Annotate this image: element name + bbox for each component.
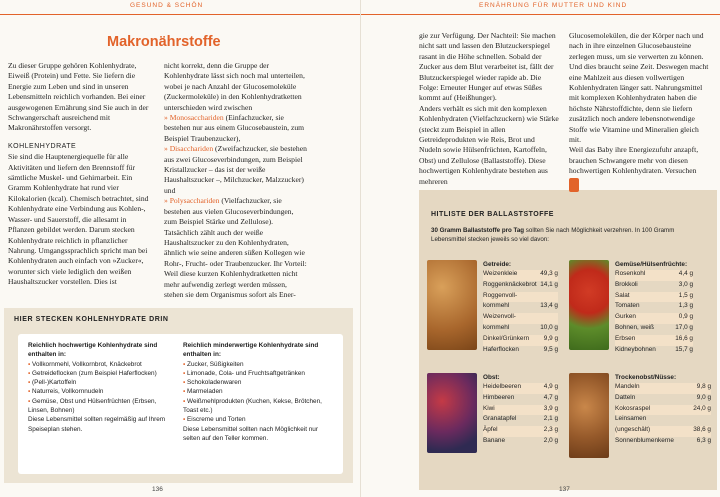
food-name: Roggenvoll- xyxy=(483,291,518,299)
table-row xyxy=(615,394,711,405)
food-name: (ungeschält) xyxy=(615,426,651,434)
nuts-photo xyxy=(569,373,609,458)
food-name: Haferflocken xyxy=(483,345,519,353)
term-mono-label: » Monosacchariden xyxy=(164,113,224,123)
table-row xyxy=(483,394,558,405)
bullet-icon: ▪ xyxy=(183,416,188,424)
table-row xyxy=(615,405,711,416)
bullet-icon: ▪ xyxy=(183,397,188,405)
term-poly xyxy=(164,196,307,227)
list-item xyxy=(28,397,173,416)
table-row xyxy=(483,302,558,313)
subheading-kohlenhydrate: KOHLENHYDRATE xyxy=(8,142,77,150)
table-row xyxy=(483,426,558,437)
fiber-value: 14,1 g xyxy=(540,280,558,288)
list-item xyxy=(183,415,333,424)
fiber-value: 9,9 g xyxy=(543,334,558,342)
list-item-text: Schokoladenwaren xyxy=(187,379,242,387)
col2-paragraph-2: Tatsächlich zählt auch der weiße Haushaltszucker zu den Kohlenhydraten, ähnlich wie seine anderen süßen Kollegen wie Rohr-, Frucht- oder Traubenzucker. Ihr Vorteil: Weil diese kurzen Kohlenhydratketten nicht mehr aufwendig zerlegt werden müssen, stehen sie dem Organismus sofort als Ener- xyxy=(164,227,307,299)
table-nuss xyxy=(615,374,711,448)
bad-carbs-column xyxy=(183,341,333,443)
food-name: Banane xyxy=(483,436,506,444)
fiber-value: 2,1 g xyxy=(543,415,558,423)
table-row xyxy=(483,281,558,292)
food-name: kornmehl xyxy=(483,323,510,331)
table-row xyxy=(615,415,711,426)
fiber-value: 9,8 g xyxy=(696,383,711,390)
table-row xyxy=(483,405,558,416)
table-heading: Gemüse/Hülsenfrüchte: xyxy=(615,261,688,268)
fiber-value: 24,0 g xyxy=(693,404,711,412)
food-name: Weizenvoll- xyxy=(483,313,516,321)
list-item xyxy=(183,378,333,387)
table-row xyxy=(483,324,558,335)
col3-paragraph-1: gie zur Verfügung. Der Nachteil: Sie machen nicht satt und lassen den Blutzuckerspiegel rasant in die Höhe schnellen. Sobald der Zucker aus dem Blut verarbeitet ist, fällt der Blutzuckerspiegel wieder rapide ab. Die Folge: Erneuter Hunger auf etwas Süßes kommt auf (Heißhunger). xyxy=(419,31,556,103)
hitlist-description-bold: 30 Gramm Ballaststoffe pro Tag xyxy=(431,227,525,234)
table-row xyxy=(615,426,711,437)
table-row xyxy=(615,313,693,324)
food-name: Rosenkohl xyxy=(615,270,646,277)
table-row xyxy=(483,415,558,426)
good-carbs-footer: Diese Lebensmittel sollten regelmäßig auf Ihrem Speiseplan stehen. xyxy=(28,416,166,433)
good-carbs-list xyxy=(28,360,173,416)
food-name: Bohnen, weiß xyxy=(615,323,655,331)
food-name: Brokkoli xyxy=(615,280,638,288)
food-name: kornmehl xyxy=(483,302,510,310)
table-row xyxy=(483,346,558,357)
fiber-value: 6,3 g xyxy=(696,436,711,444)
bullet-icon: ▪ xyxy=(183,369,188,377)
list-item xyxy=(183,360,333,369)
info-box-content xyxy=(18,334,343,474)
food-name: Mandeln xyxy=(615,383,640,390)
col4-paragraph-1: Glucosemolekülen, die der Körper nach und nach in ihre einzelnen Glucosebausteine zerlegen muss, um sie verwerten zu können. Und dies braucht seine Zeit. Deswegen macht eine Mahlzeit aus diesen vollwertigen Kohlenhydraten länger satt. Nahrungsmittel mit komplexen Kohlenhydraten haben die höchste Nährstoffdichte, denn sie liefern zusätzlich noch andere lebensnotwendige Stoffe wie Vitamine und Mineralien gleich mit. xyxy=(569,31,709,145)
term-di-label: » Disacchariden xyxy=(164,144,214,154)
fiber-value: 38,6 g xyxy=(693,426,711,434)
bullet-icon: ▪ xyxy=(28,388,33,396)
term-di-desc: (Zweifachzucker, sie bestehen aus zwei Glucoseverbindungen, zum Beispiel Kristallzucker – das ist der weiße Haushaltszucker –, Milchzucker, Malzzucker) und xyxy=(164,144,307,195)
table-row xyxy=(615,292,693,303)
fiber-value: 9,5 g xyxy=(543,345,558,353)
list-item-text: Marmeladen xyxy=(187,388,223,396)
table-row xyxy=(615,281,693,292)
food-name: Datteln xyxy=(615,393,636,401)
good-carbs-column xyxy=(28,341,173,434)
table-heading: Getreide: xyxy=(483,261,512,268)
running-header-left xyxy=(0,0,360,15)
food-name: Weizenkleie xyxy=(483,270,518,277)
fiber-value: 17,0 g xyxy=(675,323,693,331)
list-item xyxy=(183,369,333,378)
list-item-text: (Pell-)Kartoffeln xyxy=(32,379,77,387)
column-3 xyxy=(419,31,559,187)
list-item-text: Limonade, Cola- und Fruchtsaftgetränken xyxy=(187,369,305,377)
col2-paragraph-1: nicht korrekt, denn die Gruppe der Kohlenhydrate lässt sich noch mal unterteilen, wobei je nach Anzahl der Glucosemoleküle (Zuckermoleküle) in den Kohlenhydratketten unterschieden wird zwischen xyxy=(164,61,305,112)
fiber-value: 3,9 g xyxy=(543,404,558,412)
fiber-value: 10,0 g xyxy=(540,323,558,331)
table-row xyxy=(615,270,693,281)
list-item-text: Weißmehlprodukten (Kuchen, Kekse, Brötchen, Toast etc.) xyxy=(183,397,322,415)
fiber-value: 1,3 g xyxy=(678,302,693,310)
table-row xyxy=(483,292,558,303)
term-poly-desc: (Vielfachzucker, sie bestehen aus vielen Glucoseverbindungen, zum Beispiel Stärke und Zellulose). xyxy=(164,196,294,227)
list-item xyxy=(28,369,173,378)
bullet-icon: ▪ xyxy=(183,379,188,387)
table-row xyxy=(615,302,693,313)
list-item-text: Eiscreme und Torten xyxy=(187,416,246,424)
table-heading: Obst: xyxy=(483,374,500,381)
fiber-value: 0,9 g xyxy=(678,313,693,321)
table-row xyxy=(483,437,558,448)
bullet-icon: ▪ xyxy=(28,360,33,368)
food-name: Kiwi xyxy=(483,404,495,412)
list-item-text: Vollkornmehl, Vollkornbrot, Knäckebrot xyxy=(32,360,142,368)
fiber-hitlist-box xyxy=(419,190,717,490)
intro-paragraph: Zu dieser Gruppe gehören Kohlenhydrate, Eiweiß (Protein) und Fette. Sie liefern die Energie zum Leben und sind in unseren Lebensmitteln reichlich vorhanden. Bei einer ausgewogenen Ernährung sind Sie auch in der Schwangerschaft ausreichend mit Makronährstoffen versorgt. xyxy=(8,61,149,133)
table-row xyxy=(483,270,558,281)
table-row xyxy=(483,335,558,346)
fiber-value: 3,0 g xyxy=(678,280,693,288)
list-item xyxy=(28,387,173,396)
list-item-text: Gemüse, Obst und Hülsenfrüchten (Erbsen, Linsen, Bohnen) xyxy=(28,397,157,415)
food-name: Granatapfel xyxy=(483,415,517,423)
fiber-value: 9,0 g xyxy=(696,393,711,401)
table-getreide xyxy=(483,261,558,356)
bullet-icon: ▪ xyxy=(183,360,188,368)
bullet-icon: ▪ xyxy=(28,397,33,405)
running-header-right xyxy=(361,0,720,15)
term-mono-desc: (Einfachzucker, sie bestehen nur aus einem Glucosebaustein, zum Beispiel Traubenzucker), xyxy=(164,113,305,143)
grain-photo xyxy=(427,260,477,350)
table-row xyxy=(483,383,558,394)
good-carbs-heading: Reichlich hochwertige Kohlenhydrate sind enthalten in: xyxy=(28,342,158,359)
food-name: Leinsamen xyxy=(615,415,647,423)
page-heading: Makronährstoffe xyxy=(107,34,221,50)
table-row xyxy=(483,313,558,324)
food-name: Gurken xyxy=(615,313,636,321)
header-left-text: GESUND & SCHÖN xyxy=(130,2,204,9)
fiber-value: 4,4 g xyxy=(678,270,693,277)
food-name: Salat xyxy=(615,291,630,299)
fiber-value: 15,7 g xyxy=(675,345,693,353)
fiber-value: 49,3 g xyxy=(540,270,558,277)
fiber-value: 2,3 g xyxy=(543,426,558,434)
hitlist-title: HITLISTE DER BALLASTSTOFFE xyxy=(431,211,554,218)
table-row xyxy=(615,383,711,394)
food-name: Roggenknäckebrot xyxy=(483,280,537,288)
vegetable-photo xyxy=(569,260,609,350)
fiber-value: 4,7 g xyxy=(543,393,558,401)
header-right-text: ERNÄHRUNG FÜR MUTTER UND KIND xyxy=(479,2,628,9)
table-gemuese xyxy=(615,261,693,356)
list-item-text: Naturreis, Vollkornnudeln xyxy=(32,388,104,396)
food-name: Dinkel/Grünkern xyxy=(483,334,530,342)
table-row xyxy=(615,437,711,448)
bullet-icon: ▪ xyxy=(28,369,33,377)
bullet-icon: ▪ xyxy=(28,379,33,387)
food-name: Tomaten xyxy=(615,302,640,310)
berries-photo xyxy=(427,373,477,453)
hitlist-description xyxy=(431,227,711,244)
list-item xyxy=(28,378,173,387)
term-poly-label: » Polysacchariden xyxy=(164,196,220,206)
column-4 xyxy=(569,31,712,177)
column-2 xyxy=(164,61,307,300)
bad-carbs-heading: Reichlich minderwertige Kohlenhydrate sind enthalten in: xyxy=(183,342,319,359)
bad-carbs-footer: Diese Lebensmittel sollten nach Möglichkeit nur selten auf den Teller kommen. xyxy=(183,425,318,442)
fiber-value: 1,5 g xyxy=(678,291,693,299)
bad-carbs-list xyxy=(183,360,333,425)
table-row xyxy=(615,346,693,357)
food-name: Kidneybohnen xyxy=(615,345,656,353)
food-name: Heidelbeeren xyxy=(483,383,522,390)
food-name: Sonnenblumenkerne xyxy=(615,436,674,444)
list-item-text: Zucker, Süßigkeiten xyxy=(187,360,244,368)
fiber-value: 16,6 g xyxy=(675,334,693,342)
kohlenhydrate-paragraph: Sie sind die Hauptenergiequelle für alle Aktivitäten und liefern den Brennstoff für sämtliche Muskel- und Gehirnarbeit. Ein Gramm Kohlenhydrate hat rund vier Kilokalorien (kcal). Chemisch betrachtet, sind Kohlenhydrate eine Verbindung aus Kohlen-, Wasser- und Sauerstoff, die allesamt in Pflanzen gebildet werden. Darum stecken Kohlenhydrate reichlich in pflanzlicher Nahrung. Umgangssprachlich spricht man bei Kohlenhydraten auch einfach von »Zucker«, worunter sich viele lediglich den weißen Haushaltszucker vorstellen. Dies ist xyxy=(8,152,149,287)
page-number-right: 137 xyxy=(559,486,570,493)
carbohydrate-info-box xyxy=(4,308,353,483)
table-heading: Trockenobst/Nüsse: xyxy=(615,374,677,381)
term-di xyxy=(164,144,307,196)
column-1 xyxy=(8,61,151,288)
page-number-left: 136 xyxy=(152,486,163,493)
fiber-value: 2,0 g xyxy=(543,436,558,444)
food-name: Himbeeren xyxy=(483,393,515,401)
table-row xyxy=(615,324,693,335)
fiber-value: 4,9 g xyxy=(543,383,558,390)
list-item xyxy=(183,397,333,416)
list-item xyxy=(183,387,333,396)
col3-paragraph-2: Anders verhält es sich mit den komplexen Kohlenhydraten (Vielfachzuckern) wie Stärke (steckt zum Beispiel in allen Getreideprodukten wie Reis, Brot und Nudeln sowie Hülsenfrüchten, Kartoffeln, Obst) und Zellulose (Ballaststoffe). Diese hochwertigen Kohlenhydrate bestehen aus mehreren xyxy=(419,103,559,186)
term-mono xyxy=(164,113,307,144)
list-item-text: Getreideflocken (zum Beispiel Haferflocken) xyxy=(32,369,157,377)
table-obst xyxy=(483,374,558,448)
food-name: Kokosraspel xyxy=(615,404,651,412)
bullet-icon: ▪ xyxy=(183,388,188,396)
food-name: Erbsen xyxy=(615,334,636,342)
pin-icon xyxy=(569,178,579,192)
fiber-value: 13,4 g xyxy=(540,302,558,310)
list-item xyxy=(28,360,173,369)
info-box-title: HIER STECKEN KOHLENHYDRATE DRIN xyxy=(14,316,169,323)
right-page xyxy=(360,0,720,497)
hitlist-description-text: sollten Sie nach Möglichkeit verzehren. In 100 Gramm Lebensmittel stecken jeweils so viel davon: xyxy=(431,227,675,243)
col4-paragraph-2: Weil das Baby ihre Energiezufuhr anzapft, brauchen Schwangere mehr von diesen hochwertigen Kohlenhydraten. Versuchen xyxy=(569,145,699,176)
food-name: Äpfel xyxy=(483,426,498,434)
table-row xyxy=(615,335,693,346)
